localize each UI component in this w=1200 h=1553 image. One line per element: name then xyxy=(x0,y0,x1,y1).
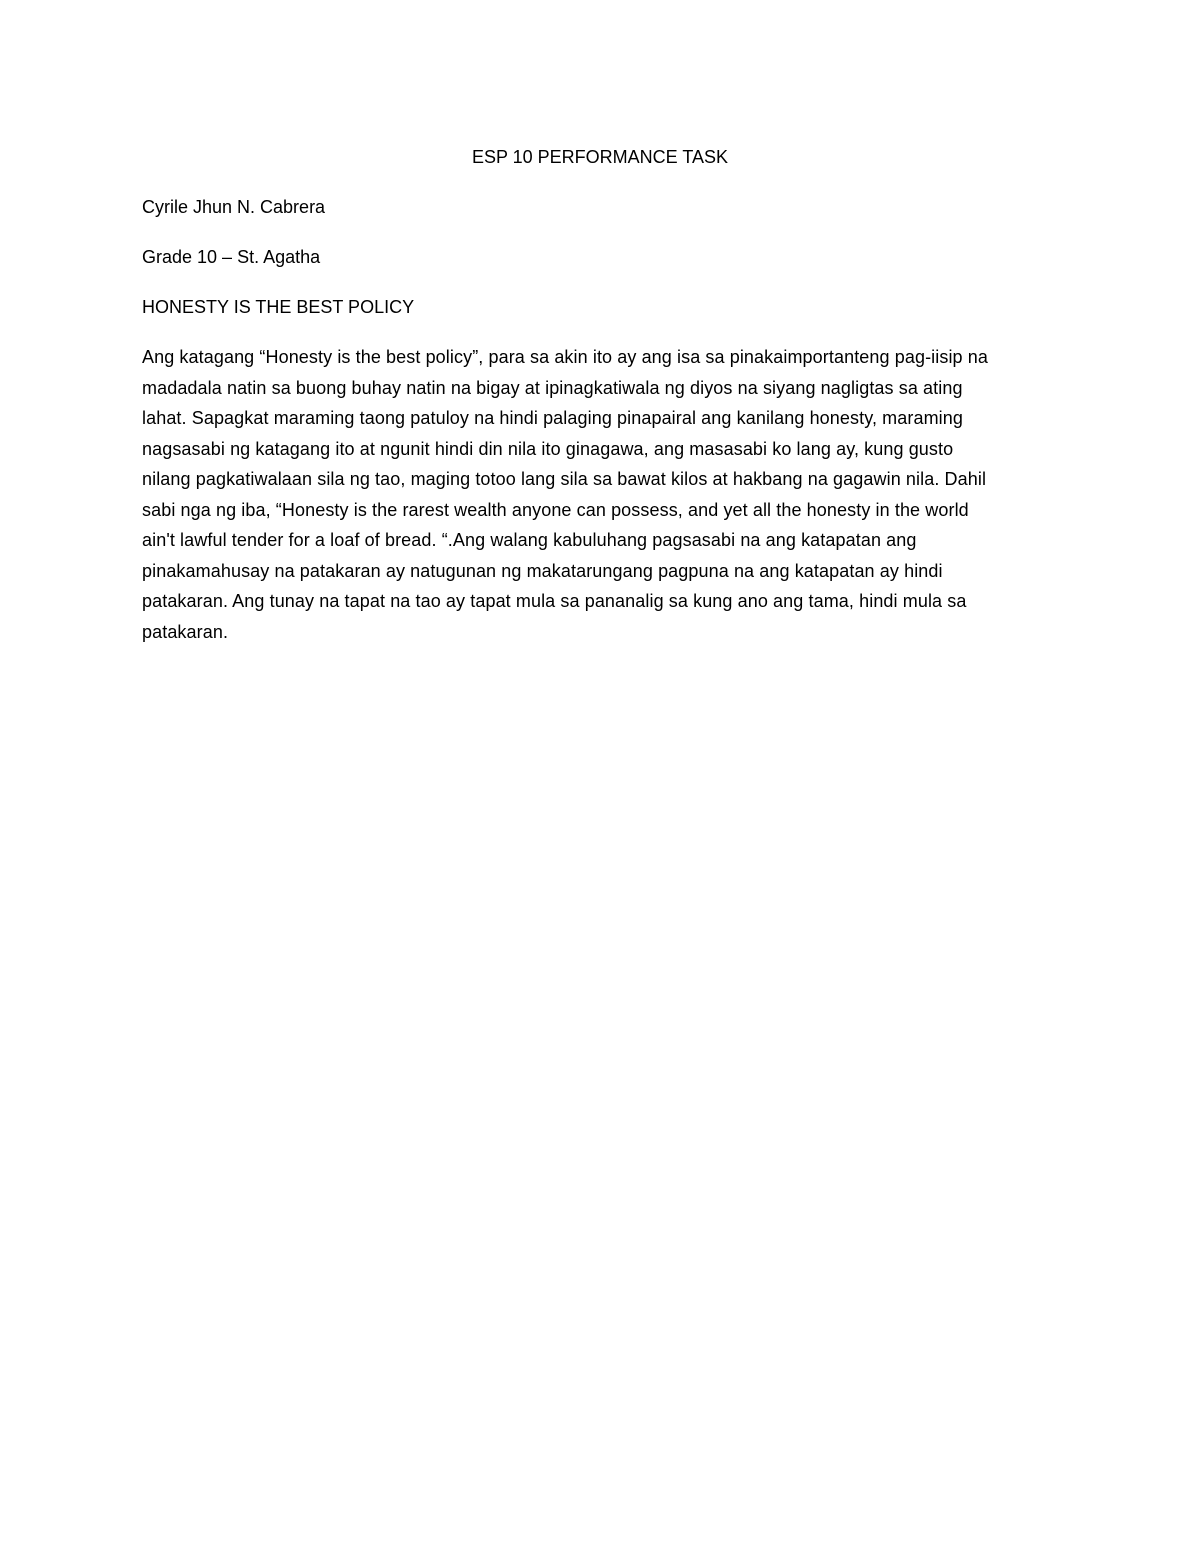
paragraph-line: lahat. Sapagkat maraming taong patuloy na hindi palaging pinapairal ang kanilang honesty, maraming xyxy=(142,408,964,428)
paragraph-line: nilang pagkatiwalaan sila ng tao, maging totoo lang sila sa bawat kilos at hakbang na gagawin nila. Dahil xyxy=(142,469,987,489)
paragraph-line: nagsasabi ng katagang ito at ngunit hindi din nila ito ginagawa, ang masasabi ko lang ay, kung gusto xyxy=(142,438,954,459)
paragraph-line: patakaran. xyxy=(142,621,229,642)
document-title: ESP 10 PERFORMANCE TASK xyxy=(471,147,729,167)
paragraph-line: madadala natin sa buong buhay natin na bigay at ipinagkatiwala ng diyos na siyang nagligtas sa ating xyxy=(142,377,963,398)
essay-heading: HONESTY IS THE BEST POLICY xyxy=(142,297,415,317)
grade-section: Grade 10 – St. Agatha xyxy=(142,247,321,267)
student-name: Cyrile Jhun N. Cabrera xyxy=(142,197,326,217)
paragraph-line: sabi nga ng iba, “Honesty is the rarest wealth anyone can possess, and yet all the honesty in the world xyxy=(142,499,969,520)
paragraph-line: ain't lawful tender for a loaf of bread. “.Ang walang kabuluhang pagsasabi na ang katapatan ang xyxy=(142,530,917,550)
paragraph-line: pinakamahusay na patakaran ay natugunan ng makatarungang pagpuna na ang katapatan ay hindi xyxy=(142,560,943,581)
paragraph-line: Ang katagang “Honesty is the best policy”, para sa akin ito ay ang isa sa pinakaimportanteng pag-iisip na xyxy=(142,347,988,367)
paragraph-line: patakaran. Ang tunay na tapat na tao ay tapat mula sa pananalig sa kung ano ang tama, hindi mula sa xyxy=(142,591,967,611)
essay-paragraph xyxy=(142,342,1054,647)
